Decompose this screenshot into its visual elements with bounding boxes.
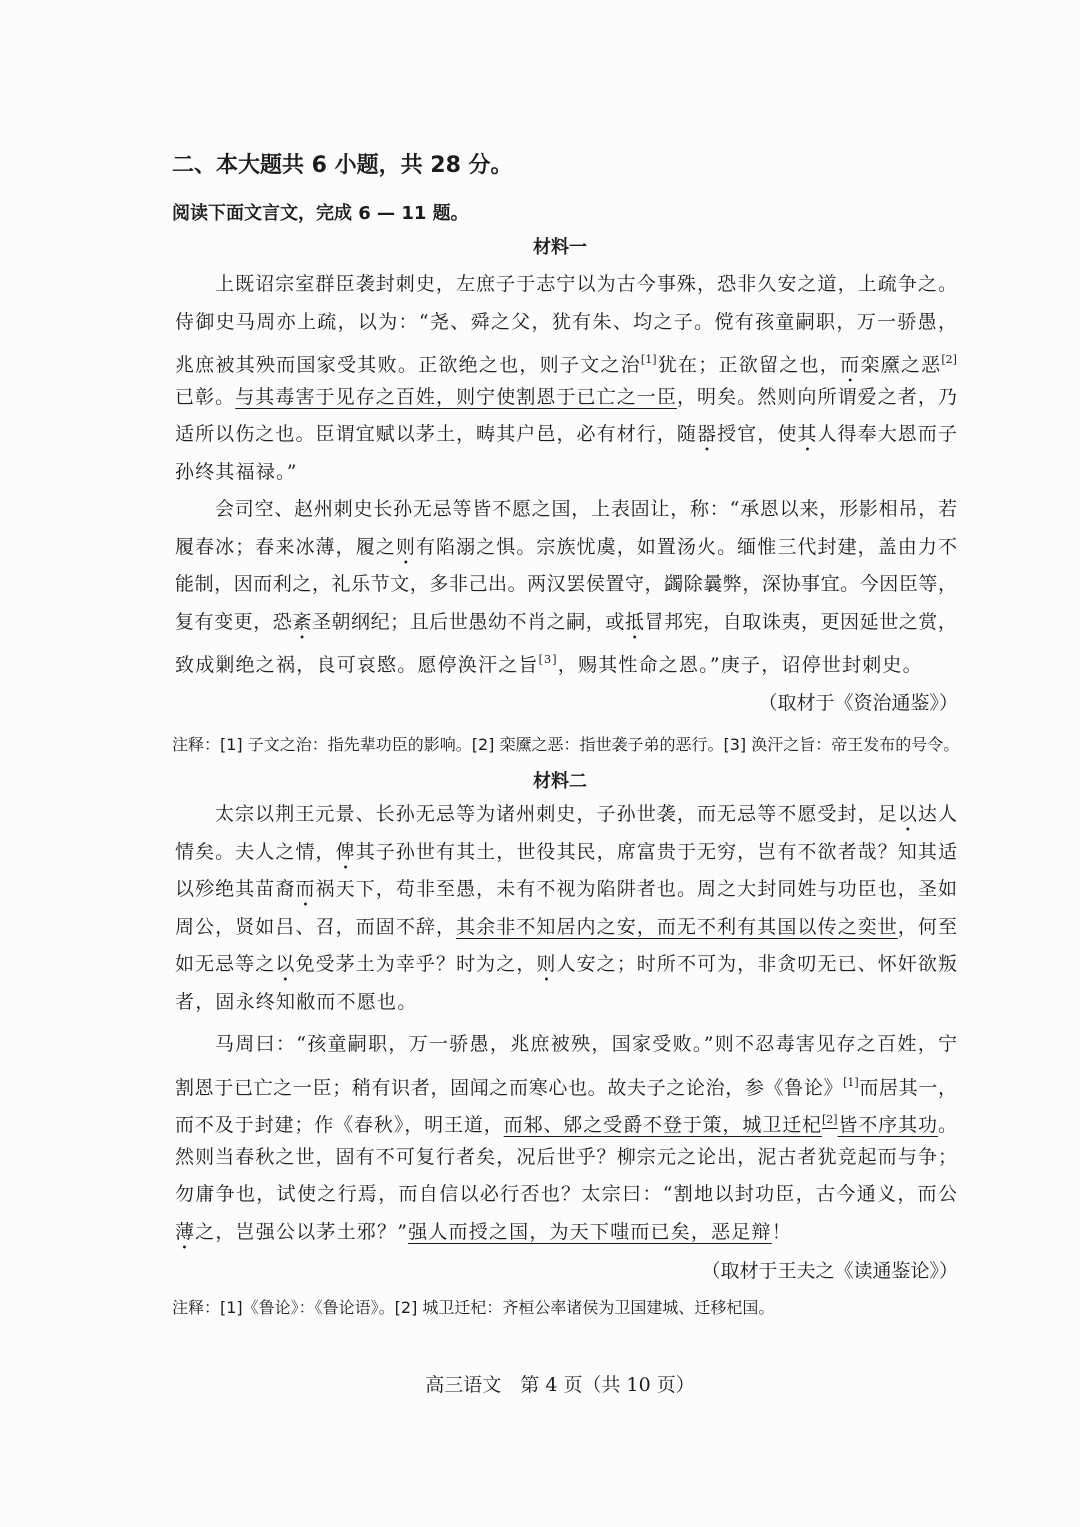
footnote-marker: [3] (538, 653, 558, 667)
text-segment: 而不及于封建；作《春秋》，明王道， (175, 1114, 504, 1137)
material-2-source: （取材于王夫之《读通鉴论》） (701, 1260, 958, 1282)
text-line (175, 266, 957, 304)
text-segment: 栾黡之恶 (860, 354, 942, 377)
text-segment: 孙终其福禄。” (175, 460, 298, 483)
material-1-paragraph-1 (175, 266, 957, 492)
text-segment: 。 (937, 1114, 957, 1137)
text-segment: 祸天下，苟非至愚，未有不视为陷阱者也。周之大封同姓与功臣也，圣如 (315, 878, 957, 901)
text-segment: 免受茅土为幸乎？时为之， (295, 953, 537, 976)
underlined-sentence: 皆不序其功 (837, 1114, 938, 1137)
text-line (175, 416, 957, 454)
text-segment: 人安之；时所不可为，非贪叨无已、怀奸欲叛 (556, 953, 957, 976)
text-segment: 其子孙世有其土，世役其民，席富贵于无穷，岂有不欲者哉？知其适 (355, 840, 957, 863)
text-line (175, 641, 957, 679)
text-line (175, 566, 957, 604)
footnote-marker: [2] (822, 1113, 838, 1127)
footnote-marker: [1] (640, 353, 657, 367)
emphasized-character: 以 (897, 803, 918, 825)
material-1-title: 材料一 (533, 237, 587, 258)
text-segment: 情矣。夫人之情， (175, 840, 336, 863)
text-segment: 以殄绝其苗裔 (175, 878, 296, 901)
reading-instruction: 阅读下面文言文，完成 6 — 11 题。 (172, 203, 469, 224)
text-segment: 上既诏宗室群臣袭封刺史，左庶子于志宁以为古今事殊，恐非久安之道，上疏争之。 (215, 273, 957, 295)
text-segment: 适所以伤之也。臣谓宜赋以茅土，畴其户邑，必有材行，随 (175, 423, 698, 446)
text-line (175, 909, 957, 947)
text-segment: 马周曰：“孩童嗣职，万一骄愚，兆庶被殃，国家受败。”则不忍毒害见存之百姓，宁 (215, 1033, 957, 1055)
text-segment: 授官，使 (717, 423, 798, 446)
text-line (175, 604, 957, 642)
emphasized-character: 抵 (624, 610, 645, 633)
text-segment: 能制，因而利之，礼乐节文，多非己出。两汉罢侯置守，蠲除曩弊，深协事宜。今因臣等， (175, 573, 957, 596)
text-segment: ，何至 (897, 915, 957, 938)
material-1-paragraph-2 (175, 491, 957, 679)
text-segment: 有陷溺之惧。宗族忧虞，如置汤火。缅惟三代封建，盖由力不 (415, 535, 957, 558)
text-segment: 而居其一， (858, 1076, 957, 1099)
material-2-paragraph-1 (175, 796, 957, 1022)
text-line (175, 1101, 957, 1139)
text-line (175, 1064, 957, 1102)
section-heading: 二、本大题共 6 小题，共 28 分。 (172, 153, 513, 178)
text-segment: 会司空、赵州刺史长孙无忌等皆不愿之国，上表固让，称：“承恩以来，形影相吊，若 (215, 498, 957, 520)
text-segment: 周公，贤如吕、召，而固不辞， (175, 915, 457, 938)
text-line (175, 379, 957, 417)
text-segment: 如无忌等之 (175, 953, 276, 976)
text-line (175, 1176, 957, 1214)
page-footer: 高三语文 第 4 页（共 10 页） (425, 1374, 695, 1396)
material-1-notes: 注释：[1] 子文之治：指先辈功臣的影响。[2] 栾黡之恶：指世袭子弟的恶行。[3] 涣汗之旨：帝王发布的号令。 (172, 735, 960, 754)
text-line (175, 946, 957, 984)
emphasized-character: 俾 (335, 840, 356, 863)
text-line (175, 1214, 957, 1252)
material-2-title: 材料二 (533, 771, 587, 792)
text-segment: ，赐其性命之恩。”庚子，诏停世封刺史。 (557, 654, 923, 677)
text-line (175, 1026, 957, 1064)
emphasized-character: 则 (536, 953, 557, 976)
material-2-paragraph-2 (175, 1026, 957, 1252)
text-segment: 然则当春秋之世，固有不可复行者矣，况后世乎？柳宗元之论出，泥古者犹竞起而与争； (175, 1145, 957, 1168)
text-line (175, 796, 957, 834)
text-segment: 已彰。 (175, 385, 236, 408)
text-segment: ，明矣。然则向所谓爱之者，乃 (676, 385, 957, 408)
text-segment: 太宗以荆王元景、长孙无忌等为诸州刺史，子孙世袭，而无忌等不愿受封，足 (215, 803, 898, 825)
text-segment: 致成剿绝之祸，良可哀愍。愿停涣汗之旨 (175, 654, 539, 677)
emphasized-character: 则 (395, 535, 416, 558)
text-segment: 犹在；正欲留之也， (656, 354, 841, 377)
text-segment: 侍御史马周亦上疏，以为：“尧、舜之父，犹有朱、均之子。傥有孩童嗣职，万一骄愚， (175, 310, 957, 333)
text-segment: 者，固永终知敝而不愿也。 (175, 990, 418, 1013)
text-line (175, 304, 957, 342)
emphasized-character: 以 (275, 953, 296, 976)
text-segment: 圣朝纲纪；且后世愚幼不肖之嗣，或 (311, 610, 625, 633)
underlined-sentence: 其余非不知居内之安，而无不利有其国以传之奕世 (456, 915, 898, 938)
emphasized-character: 其 (797, 423, 818, 446)
material-1-source: （取材于《资治通鉴》） (758, 692, 958, 714)
text-line (175, 834, 957, 872)
text-segment: ！ (771, 1220, 792, 1243)
underlined-sentence: 与其毒害于见存之百姓，则宁使割恩于已亡之一臣 (235, 385, 677, 408)
footnote-marker: [1] (843, 1075, 859, 1089)
emphasized-character: 而 (840, 354, 861, 377)
underlined-sentence: 而邾、郳之受爵不登于策，城卫迁杞 (503, 1114, 822, 1137)
text-segment: 履春冰；春来冰薄，履之 (175, 535, 396, 558)
text-segment: 达人 (917, 803, 957, 825)
text-line (175, 984, 957, 1022)
material-2-notes: 注释：[1]《鲁论》：《鲁论语》。[2] 城卫迁杞：齐桓公率诸侯为卫国建城、迁移杞国。 (172, 1298, 775, 1317)
text-segment: 勿庸争也，试使之行焉，而自信以必行否也？太宗曰：“割地以封功臣，古今通义，而公 (175, 1183, 957, 1206)
emphasized-character: 紊 (292, 610, 312, 633)
text-line (175, 871, 957, 909)
text-segment: 复有变更，恐 (175, 610, 293, 633)
emphasized-character: 薄 (175, 1220, 196, 1243)
text-line (175, 491, 957, 529)
emphasized-character: 器 (697, 423, 718, 446)
emphasized-character: 而 (295, 878, 316, 901)
text-line (175, 454, 957, 492)
text-segment: 之，岂强公以茅土邪？” (195, 1220, 409, 1243)
text-line (175, 341, 957, 379)
text-segment: 兆庶被其殃而国家受其败。正欲绝之也，则子文之治 (175, 354, 641, 377)
text-line (175, 1139, 957, 1177)
text-segment: 割恩于已亡之一臣；稍有识者，固闻之而寒心也。故夫子之论治，参《鲁论》 (175, 1076, 844, 1099)
text-segment: 冒邦宪，自取诛夷，更因延世之赏， (644, 610, 957, 633)
underlined-sentence: 强人而授之国，为天下嗤而已矣，恶足辩 (408, 1220, 772, 1243)
text-segment: 人得奉大恩而子 (817, 423, 957, 446)
footnote-marker: [2] (941, 353, 957, 367)
text-line (175, 529, 957, 567)
